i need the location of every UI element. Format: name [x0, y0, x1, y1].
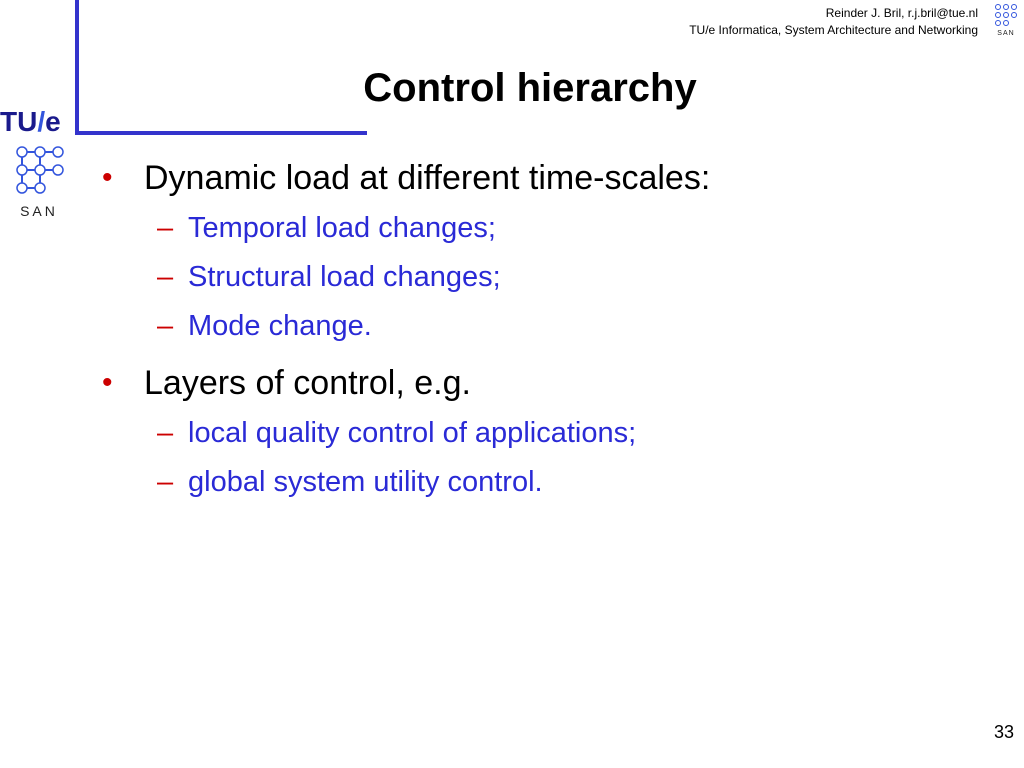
- dash-icon: –: [157, 417, 174, 449]
- bullet-icon: •: [102, 161, 113, 194]
- sub-bullet-item: [100, 458, 980, 507]
- tue-logo-slash: /: [37, 106, 46, 137]
- sub-bullet-item: [100, 253, 980, 302]
- dash-icon: –: [157, 310, 174, 342]
- sub-bullet-item: [100, 409, 980, 458]
- sub-bullet-item: [100, 302, 980, 351]
- san-logo-label-small: SAN: [997, 30, 1015, 37]
- dash-icon: –: [157, 466, 174, 498]
- vertical-accent-line: [75, 0, 79, 133]
- bullet-item: [100, 152, 980, 204]
- affiliation-line: TU/e Informatica, System Architecture and Networking: [689, 23, 978, 37]
- horizontal-accent-line: [75, 131, 367, 135]
- sub-bullet-text: Mode change.: [188, 310, 372, 342]
- tue-logo-tu: TU: [0, 106, 38, 137]
- tue-logo: [0, 106, 61, 138]
- san-logo-right: [990, 2, 1022, 38]
- page-number: 33: [993, 722, 1014, 742]
- san-logo-left: [4, 142, 74, 222]
- slide-header: [689, 5, 978, 39]
- sub-bullet-text: global system utility control.: [188, 466, 543, 498]
- slide-title: Control hierarchy: [363, 66, 697, 110]
- bullet-text: Layers of control, e.g.: [144, 364, 471, 402]
- bullet-icon: •: [102, 366, 113, 399]
- dash-icon: –: [157, 261, 174, 293]
- bullet-text: Dynamic load at different time-scales:: [144, 159, 711, 197]
- slide-content: [100, 152, 980, 507]
- dash-icon: –: [157, 212, 174, 244]
- sub-bullet-item: [100, 204, 980, 253]
- san-logo-label: SAN: [20, 203, 58, 219]
- bullet-item: [100, 357, 980, 409]
- tue-logo-e: e: [45, 106, 61, 137]
- sub-bullet-text: local quality control of applications;: [188, 417, 637, 449]
- sub-bullet-text: Temporal load changes;: [188, 212, 496, 244]
- sub-bullet-text: Structural load changes;: [188, 261, 501, 293]
- author-line: Reinder J. Bril, r.j.bril@tue.nl: [825, 6, 978, 20]
